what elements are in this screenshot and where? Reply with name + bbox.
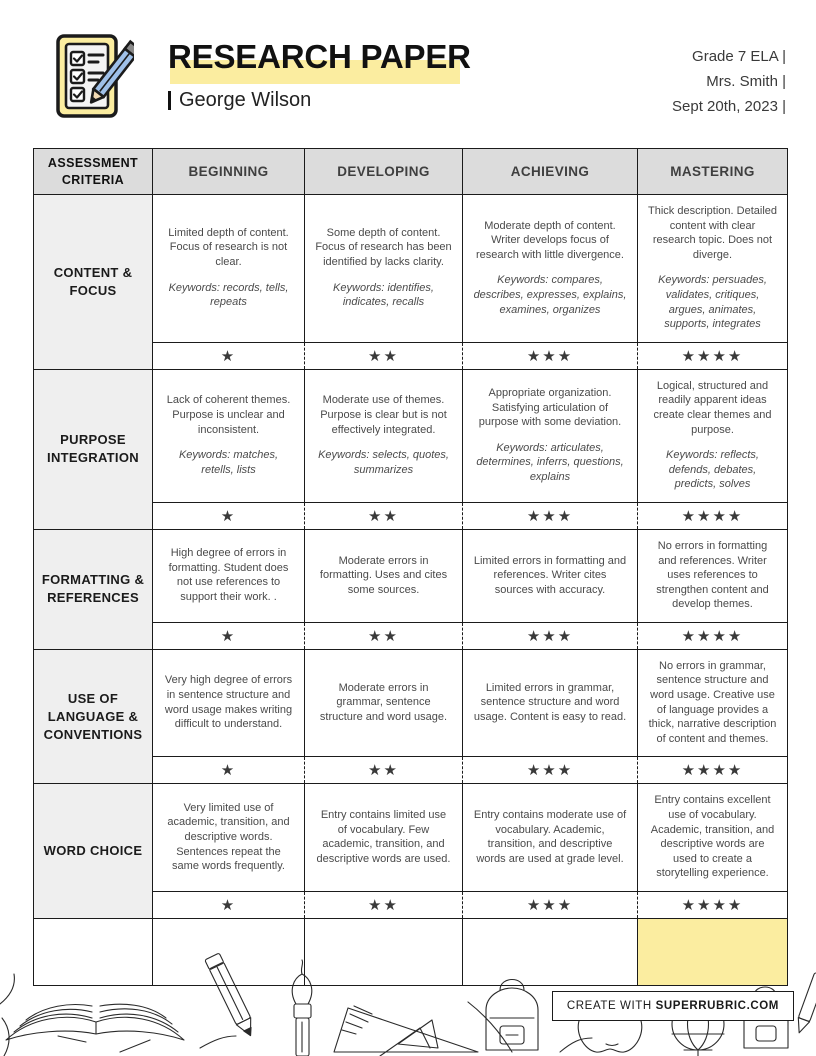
descriptor-text: Appropriate organization. Satisfying articulation of purpose with some deviation. (478, 387, 622, 429)
column-header-beginning: BEGINNING (153, 149, 305, 195)
score-stars-1[interactable]: ★ (153, 892, 305, 919)
table-row (34, 195, 788, 343)
score-stars-3[interactable]: ★★★ (463, 892, 638, 919)
author-name: George Wilson (179, 89, 312, 111)
rubric-table (33, 148, 788, 986)
document-header (0, 0, 816, 148)
table-row (34, 649, 788, 757)
author-accent-bar (168, 91, 171, 110)
criterion-label: FORMATTING & REFERENCES (34, 529, 153, 649)
clipboard-checklist-pencil-icon (52, 30, 134, 122)
meta-date: Sept 20th, 2023 | (672, 98, 786, 115)
score-stars-3[interactable]: ★★★ (463, 502, 638, 529)
score-stars-4[interactable]: ★★★★ (638, 622, 788, 649)
score-stars-3[interactable]: ★★★ (463, 342, 638, 369)
criterion-descriptor-cell (153, 649, 305, 757)
descriptor-text: Entry contains limited use of vocabulary. Few academic, transition, and descriptive words are used. (316, 809, 451, 865)
criterion-label: USE OF LANGUAGE & CONVENTIONS (34, 649, 153, 784)
descriptor-keywords: Keywords: records, tells, repeats (168, 281, 289, 309)
criterion-descriptor-cell (305, 784, 463, 892)
score-stars-3[interactable]: ★★★ (463, 622, 638, 649)
author-row (168, 88, 568, 112)
table-row (34, 529, 788, 622)
descriptor-text: Thick description. Detailed content with clear research topic. Does not diverge. (648, 205, 778, 261)
descriptor-text: Limited depth of content. Focus of research is not clear. (168, 226, 289, 269)
notes-cell[interactable] (463, 919, 638, 986)
descriptor-text: Very high degree of errors in sentence structure and word usage makes writing difficult to understand. (164, 674, 293, 731)
score-stars-1[interactable]: ★ (153, 342, 305, 369)
criterion-descriptor-cell (638, 649, 788, 757)
criteria-header-line2: CRITERIA (61, 172, 125, 187)
column-header-achieving: ACHIEVING (463, 149, 638, 195)
descriptor-text: No errors in grammar, sentence structure and word usage. Creative use of language provides a thick, narrative description of content and themes. (648, 659, 777, 745)
descriptor-text: No errors in formatting and references. Writer uses references to strengthen content and develop themes. (656, 539, 769, 611)
criterion-descriptor-cell (638, 195, 788, 343)
criterion-descriptor-cell (638, 784, 788, 892)
descriptor-text: Lack of coherent themes. Purpose is unclear and inconsistent. (166, 394, 291, 436)
descriptor-text: Entry contains excellent use of vocabulary. Academic, transition, and descriptive words are used to create a storytelling experience. (650, 794, 775, 880)
notes-cell-highlighted[interactable] (638, 919, 788, 986)
score-stars-4[interactable]: ★★★★ (638, 342, 788, 369)
score-stars-1[interactable]: ★ (153, 622, 305, 649)
descriptor-text: Some depth of content. Focus of research has been identified by lacks clarity. (315, 226, 452, 269)
criterion-descriptor-cell (153, 369, 305, 502)
criterion-descriptor-cell (463, 195, 638, 343)
criterion-descriptor-cell (305, 529, 463, 622)
column-header-criteria (34, 149, 153, 195)
document-meta (672, 44, 786, 119)
descriptor-keywords: Keywords: articulates, determines, inferrs, questions, explains (476, 441, 624, 484)
score-stars-2[interactable]: ★★ (305, 622, 463, 649)
notes-cell[interactable] (305, 919, 463, 986)
column-header-mastering: MASTERING (638, 149, 788, 195)
criterion-descriptor-cell (638, 529, 788, 622)
descriptor-keywords: Keywords: persuades, validates, critiques, argues, animates, supports, integrates (658, 274, 767, 331)
criterion-descriptor-cell (638, 369, 788, 502)
score-stars-4[interactable]: ★★★★ (638, 757, 788, 784)
descriptor-text: Moderate use of themes. Purpose is clear but is not effectively integrated. (320, 394, 447, 436)
descriptor-keywords: Keywords: selects, quotes, summarizes (318, 449, 449, 476)
score-stars-2[interactable]: ★★ (305, 757, 463, 784)
page-title: RESEARCH PAPER (168, 38, 471, 76)
criterion-descriptor-cell (153, 195, 305, 343)
descriptor-keywords: Keywords: reflects, defends, debates, predicts, solves (666, 449, 759, 491)
descriptor-text: Logical, structured and readily apparent ideas create clear themes and purpose. (653, 379, 772, 436)
criterion-descriptor-cell (463, 369, 638, 502)
score-stars-3[interactable]: ★★★ (463, 757, 638, 784)
criterion-descriptor-cell (463, 529, 638, 622)
badge-prefix: CREATE WITH (566, 1000, 656, 1012)
score-stars-1[interactable]: ★ (153, 502, 305, 529)
criterion-descriptor-cell (153, 529, 305, 622)
footer-badge[interactable] (552, 991, 794, 1021)
criterion-label: WORD CHOICE (34, 784, 153, 919)
score-stars-1[interactable]: ★ (153, 757, 305, 784)
badge-brand: SUPERRUBRIC.COM (655, 1000, 779, 1012)
score-stars-2[interactable]: ★★ (305, 342, 463, 369)
table-row (34, 784, 788, 892)
table-row (34, 369, 788, 502)
criterion-descriptor-cell (305, 369, 463, 502)
criterion-descriptor-cell (305, 649, 463, 757)
criteria-header-line1: ASSESSMENT (47, 155, 139, 170)
descriptor-text: High degree of errors in formatting. Student does not use references to support their work. . (168, 547, 289, 603)
score-stars-2[interactable]: ★★ (305, 892, 463, 919)
notes-row (34, 919, 788, 986)
descriptor-text: Entry contains moderate use of vocabulary. Academic, transition, and descriptive words are used at grade level. (473, 809, 627, 865)
criterion-label: CONTENT & FOCUS (34, 195, 153, 370)
descriptor-keywords: Keywords: matches, retells, lists (178, 449, 279, 476)
descriptor-keywords: Keywords: compares, describes, expresses, explains, examines, organizes (473, 274, 627, 316)
descriptor-text: Very limited use of academic, transition, and descriptive words. Sentences repeat the same words frequently. (167, 801, 290, 873)
descriptor-text: Limited errors in grammar, sentence structure and word usage. Content is easy to read. (473, 681, 627, 723)
descriptor-text: Moderate depth of content. Writer develops focus of research with little divergence. (476, 219, 624, 261)
score-stars-4[interactable]: ★★★★ (638, 502, 788, 529)
criterion-descriptor-cell (463, 784, 638, 892)
criterion-label: PURPOSE INTEGRATION (34, 369, 153, 529)
descriptor-text: Moderate errors in formatting. Uses and cites some sources. (319, 554, 448, 596)
criterion-descriptor-cell (305, 195, 463, 343)
criterion-descriptor-cell (463, 649, 638, 757)
table-header-row (34, 149, 788, 195)
descriptor-text: Limited errors in formatting and references. Writer cites sources with accuracy. (473, 554, 627, 596)
notes-criterion-cell (34, 919, 153, 986)
title-block (168, 38, 568, 112)
criterion-descriptor-cell (153, 784, 305, 892)
meta-teacher: Mrs. Smith | (706, 73, 786, 90)
notes-cell[interactable] (153, 919, 305, 986)
score-stars-2[interactable]: ★★ (305, 502, 463, 529)
descriptor-text: Moderate errors in grammar, sentence structure and word usage. (319, 681, 448, 723)
score-stars-4[interactable]: ★★★★ (638, 892, 788, 919)
meta-grade: Grade 7 ELA | (692, 48, 786, 65)
column-header-developing: DEVELOPING (305, 149, 463, 195)
descriptor-keywords: Keywords: identifies, indicates, recalls (333, 281, 434, 309)
